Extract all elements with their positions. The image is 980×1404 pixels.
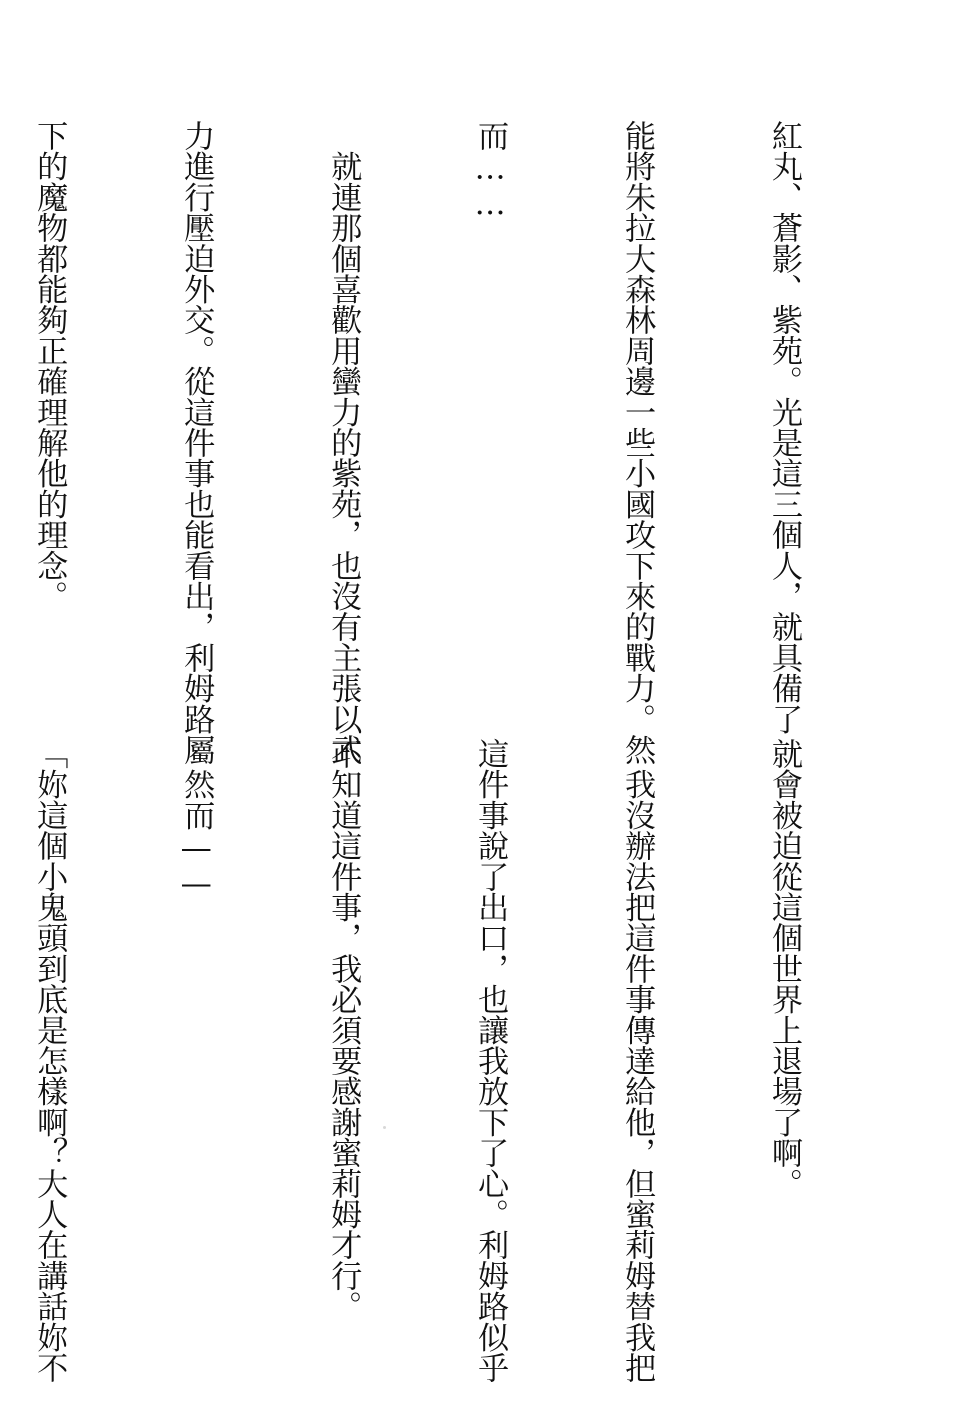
text-line: 我沒辦法把這件事傳達給他，但蜜莉姆替我把 [619, 738, 656, 1383]
text-line: 能將朱拉大森林周邊一些小國攻下來的戰力。然 [619, 120, 656, 765]
text-line: 下的魔物都能夠正確理解他的理念。 [31, 120, 68, 612]
text-line: 力進行壓迫外交。從這件事也能看出，利姆路屬 [178, 120, 215, 765]
upper-text-block [0, 120, 906, 765]
text-line: 然而—— [178, 738, 215, 902]
text-line: 就會被迫從這個世界上退場了啊。 [766, 738, 803, 1199]
text-line: 不知道這件事，我必須要感謝蜜莉姆才行。 [325, 738, 362, 1322]
text-line: 這件事說了出口，也讓我放下了心。利姆路似乎 [472, 738, 509, 1383]
lower-text-block [0, 738, 906, 1383]
text-line: 「妳這個小鬼頭到底是怎樣啊？大人在講話妳不 [31, 738, 68, 1383]
scan-speck [383, 1126, 386, 1129]
text-line: 就連那個喜歡用蠻力的紫苑，也沒有主張以武 [325, 120, 362, 765]
text-line: 紅丸、蒼影、紫苑。光是這三個人，就具備了 [766, 120, 803, 734]
text-line: 而…… [472, 120, 509, 222]
